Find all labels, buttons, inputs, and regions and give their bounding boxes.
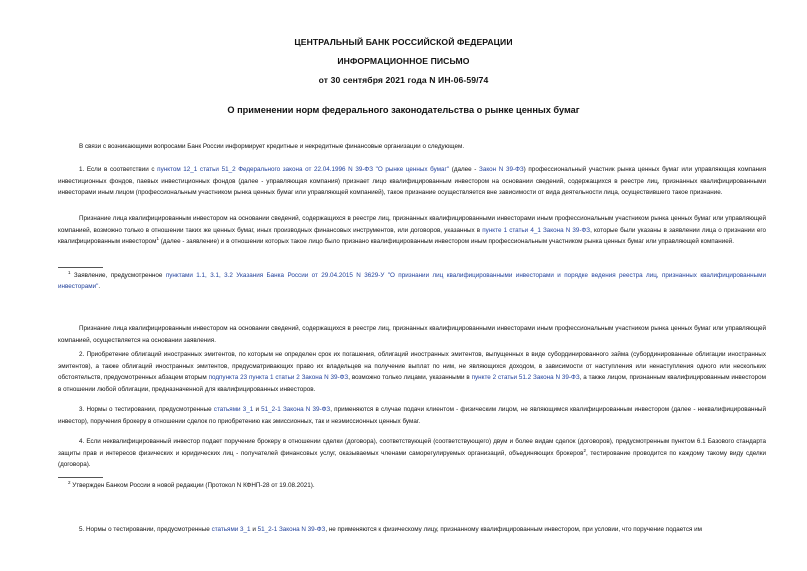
text: (далее - (449, 166, 480, 173)
intro-paragraph: В связи с возникающими вопросами Банк России информирует кредитные и некредитные финансовые организации о следующем. (79, 143, 465, 150)
law-link-ukazanie-3629u[interactable]: пунктами 1.1, 3.1, 3.2 Указания Банка России от 29.04.2015 N 3629-У "О признании лиц квалифицированными инвесторами и порядке ведения реестра лиц, признанных квалифицированными инвесторами" (58, 272, 766, 290)
bank-name: ЦЕНТРАЛЬНЫЙ БАНК РОССИЙСКОЙ ФЕДЕРАЦИИ (294, 37, 513, 47)
paragraph-1 (58, 164, 766, 199)
paragraph-5 (58, 404, 766, 427)
law-link-39fz[interactable]: Закон N 39-ФЗ (479, 166, 524, 173)
footnote-1 (58, 270, 766, 292)
paragraph-2 (58, 213, 766, 248)
text: Заявление, предусмотренное (70, 272, 166, 279)
text: 5. Нормы о тестировании, предусмотренные (79, 526, 212, 533)
law-link-article-4-1[interactable]: пункте 1 статьи 4_1 Закона N 39-ФЗ (482, 226, 591, 234)
text: и (250, 526, 258, 533)
footnote-ref-2[interactable]: 2 (583, 447, 586, 453)
footnote-mark: 1 (68, 269, 71, 275)
text: 4. Если неквалифицированный инвестор подает поручение брокеру в отношении сделки (договора), соответствующей (соответствующего) двум и более видам сделок (договоров), предусмотренным пунктом 6.1 Базового стандарта защиты прав и интересов физических и юридических лиц - получателей финансовых услуг, оказываемых членами саморегулируемых организаций, объединяющих брокеров (58, 438, 766, 457)
text: (далее - заявление) и в отношении которых такое лицо было признано квалифицированным инвестором иным профессиональным участником рынка ценных бумаг или управляющей компанией. (158, 238, 734, 245)
law-link-article-51-2[interactable]: пунктом 12_1 статьи 51_2 Федерального закона от 22.04.1996 N 39-ФЗ "О рынке ценных бумаг" (157, 166, 450, 173)
text: , возможно только лицами, указанными в (348, 374, 472, 381)
law-link-subparagraph-23[interactable]: подпункта 23 пункта 1 статьи 2 Закона N 39-ФЗ (208, 374, 349, 381)
text: 1. Если в соответствии с (79, 166, 158, 173)
footnote-ref-1[interactable]: 1 (156, 235, 159, 241)
law-link-article-3-1[interactable]: статьями 3_1 (213, 406, 254, 413)
text: , тестирование проводится по каждому такому виду сделки (договора). (58, 449, 767, 468)
text: 2. Приобретение облигаций иностранных эмитентов, по которым не определен срок их погашения, облигаций иностранных эмитентов, выпущенных в виде субординированного займа (субординированные облигации иностранных эмитентов), а также облигаций иностранных эмитентов, предусматривающих право их владельцев на получение выплат по ним, не являющихся доходом, в зависимости от наступления или ненаступления одного или нескольких обстоятельств, предусмотренных абзацем вторым (58, 351, 766, 381)
text: Утвержден Банком России в новой редакции (Протокол N КФНП-28 от 19.08.2021). (70, 482, 315, 489)
text: и (253, 406, 262, 413)
paragraph-6 (58, 436, 766, 471)
footnote-divider (58, 477, 103, 478)
law-link-article-51-2-1[interactable]: 51_2-1 Закона N 39-ФЗ (257, 526, 326, 533)
paragraph-7 (58, 524, 766, 536)
paragraph-3: Признание лица квалифицированным инвестором на основании сведений, содержащихся в реестре лиц, признанных квалифицированными инвесторами иным профессиональным участником рынка ценных бумаг или управляющей компанией, осуществляется на основании заявления. (58, 325, 766, 344)
footnote-divider (58, 267, 103, 268)
document-subject: О применении норм федерального законодательства о рынке ценных бумаг (227, 105, 580, 115)
text: ) профессиональный участник рынка ценных бумаг или управляющая компания инвестиционных фондов, паевых инвестиционных фондов (далее - управляющая компания) признает лицо квалифицированным инвестором на основании сведений, содержащихся в реестре лиц, признанных квалифицированными инвесторами иным лицом (профессиональным участником рынка ценных бумаг или управляющей компанией), такое признание осуществляется вне зависимости от вида деятельности лица, осуществившего такое признание. (58, 166, 767, 196)
law-link-article-3-1[interactable]: статьями 3_1 (211, 526, 251, 533)
document-date-number: от 30 сентября 2021 года N ИН-06-59/74 (318, 75, 489, 85)
text: Признание лица квалифицированным инвестором на основании сведений, содержащихся в реестре лиц, признанных квалифицированными инвесторами иным профессиональным участником рынка ценных бумаг или управляющей компанией, возможно только в отношении таких же ценных бумаг, иных производных финансовых инструментов, или договоров, указанных в (58, 215, 766, 234)
text: , а также лицом, признанным квалифицированным инвестором в отношении любой облигации, предназначенной для квалифицированных инвесторов. (58, 374, 766, 393)
paragraph-4 (58, 349, 766, 395)
footnote-2 (58, 480, 766, 491)
text: , применяются в случае подачи клиентом - физическим лицом, не являющимся квалифицированным инвестором (далее - неквалифицированный инвестор), поручения брокеру в отношении сделок по приобретению как эмиссионных, так и неэмиссионных ценных бумаг. (58, 406, 766, 425)
text: , не применяются к физическому лицу, признанному квалифицированным инвестором, при условии, что поручение подается им (325, 526, 702, 533)
footnote-mark: 2 (68, 479, 71, 485)
text: . (98, 283, 101, 290)
text: , которые были указаны в заявлении лица о признании его квалифицированным инвестором (58, 226, 766, 245)
law-link-article-51-2-p2[interactable]: пункте 2 статьи 51.2 Закона N 39-ФЗ (471, 374, 580, 381)
text: 3. Нормы о тестировании, предусмотренные (79, 406, 214, 413)
law-link-article-51-2-1[interactable]: 51_2-1 Закона N 39-ФЗ (261, 406, 331, 413)
document-type: ИНФОРМАЦИОННОЕ ПИСЬМО (337, 56, 470, 66)
